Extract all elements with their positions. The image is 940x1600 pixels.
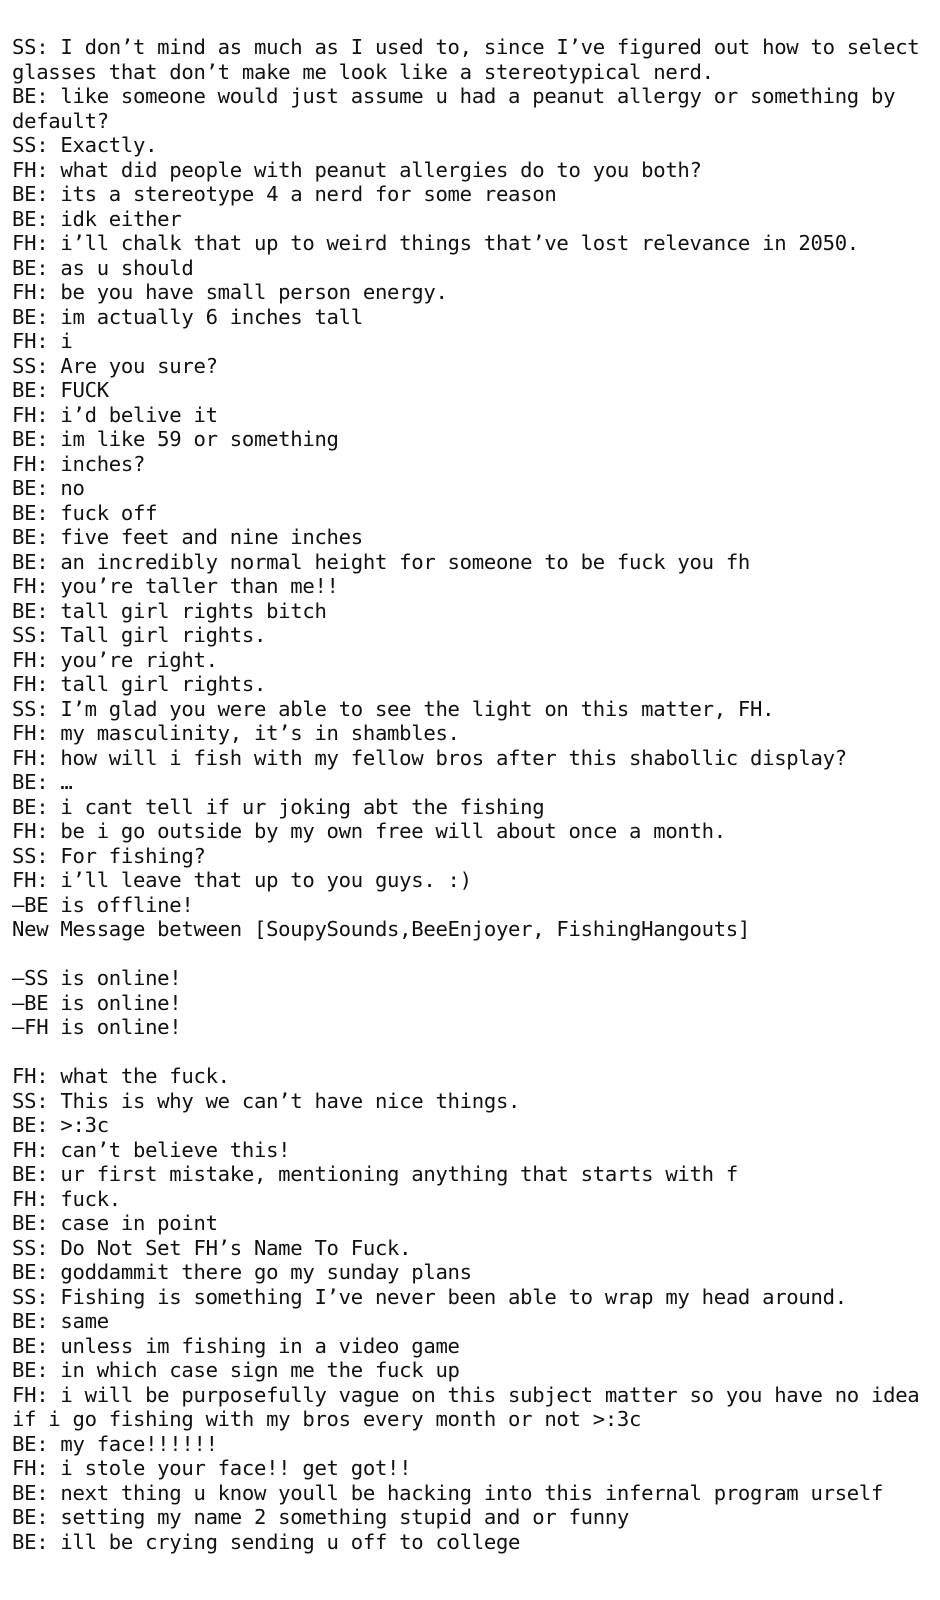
message-speaker: BE: [12, 476, 49, 500]
message-text: tall girl rights bitch [48, 598, 327, 623]
chat-message [12, 231, 932, 256]
message-speaker: BE: [12, 549, 49, 574]
chat-message [12, 329, 932, 354]
chat-message [12, 746, 932, 771]
chat-message [12, 305, 932, 330]
chat-message [12, 1113, 932, 1138]
message-text: >:3c [48, 1113, 109, 1137]
message-text: FUCK [48, 378, 109, 402]
message-speaker: BE: [12, 1529, 49, 1554]
message-text: my masculinity, it’s in shambles. [48, 721, 460, 745]
message-text: how will i fish with my fellow bros after this shabollic display? [48, 745, 847, 770]
chat-message [12, 1505, 932, 1530]
message-text: unless im fishing in a video game [48, 1333, 460, 1358]
chat-message [12, 354, 932, 379]
system-notice: —FH is online! [12, 1015, 182, 1039]
message-text: inches? [48, 451, 146, 476]
message-speaker: BE: [12, 1309, 49, 1333]
chat-message [12, 525, 932, 550]
chat-message [12, 1162, 932, 1187]
message-speaker: SS: [12, 133, 49, 157]
chat-message [12, 403, 932, 428]
message-speaker: BE: [12, 1480, 49, 1505]
message-text: what the fuck. [48, 1064, 230, 1088]
chat-message [12, 133, 932, 158]
chat-message [12, 1211, 932, 1236]
message-speaker: SS: [12, 353, 49, 378]
chat-message [12, 770, 932, 795]
message-speaker: BE: [12, 1333, 49, 1358]
chat-message [12, 648, 932, 673]
message-text: Exactly. [48, 133, 158, 157]
chat-message [12, 819, 932, 844]
chat-message [12, 1530, 932, 1555]
message-text: be you have small person energy. [48, 280, 448, 304]
chat-message [12, 501, 932, 526]
system-notice: —BE is online! [12, 990, 182, 1015]
message-text: i’ll chalk that up to weird things that’ve lost relevance in 2050. [48, 231, 859, 255]
message-text: five feet and nine inches [48, 525, 363, 549]
chat-transcript [12, 35, 932, 1554]
message-text: its a stereotype 4 a nerd for some reason [48, 182, 557, 206]
message-speaker: BE: [12, 84, 49, 108]
chat-message [12, 452, 932, 477]
message-speaker: SS: [12, 843, 49, 868]
message-text: be i go outside by my own free will about once a month. [48, 819, 726, 843]
message-speaker: SS: [12, 696, 49, 721]
message-text: I’m glad you were able to see the light on this matter, FH. [48, 696, 775, 721]
message-speaker: BE: [12, 1260, 49, 1284]
message-speaker: BE: [12, 255, 49, 280]
message-text: Tall girl rights. [48, 623, 267, 647]
message-speaker: FH: [12, 819, 49, 843]
message-text: like someone would just assume u had a peanut allergy or something by default? [12, 84, 908, 133]
message-speaker: BE: [12, 1113, 49, 1137]
message-speaker: FH: [12, 451, 49, 476]
message-text: ur first mistake, mentioning anything that starts with f [48, 1162, 738, 1186]
system-notice: —BE is offline! [12, 892, 194, 917]
system-notice: New Message between [SoupySounds,BeeEnjoyer, FishingHangouts] [12, 917, 751, 941]
chat-message [12, 623, 932, 648]
chat-message [12, 599, 932, 624]
chat-message [12, 427, 932, 452]
chat-message [12, 672, 932, 697]
message-speaker: BE: [12, 378, 49, 402]
message-speaker: BE: [12, 794, 49, 819]
message-speaker: BE: [12, 1431, 49, 1456]
message-speaker: BE: [12, 1162, 49, 1186]
chat-message [12, 1285, 932, 1310]
chat-message [12, 1064, 932, 1089]
message-speaker: FH: [12, 745, 49, 770]
chat-message [12, 158, 932, 183]
message-speaker: BE: [12, 206, 49, 231]
message-speaker: SS: [12, 623, 49, 647]
message-text: what did people with peanut allergies do to you both? [48, 157, 702, 182]
message-speaker: BE: [12, 770, 49, 794]
blank-line [12, 1040, 932, 1065]
message-text: an incredibly normal height for someone to be fuck you fh [48, 549, 751, 574]
message-text: in which case sign me the fuck up [48, 1358, 460, 1382]
chat-message [12, 1481, 932, 1506]
chat-message [12, 1236, 932, 1261]
chat-message [12, 1334, 932, 1359]
message-speaker: SS: [12, 35, 49, 59]
message-text: as u should [48, 255, 194, 280]
message-text: next thing u know youll be hacking into this infernal program urself [48, 1480, 884, 1505]
message-speaker: FH: [12, 1137, 49, 1162]
message-speaker: FH: [12, 231, 49, 255]
chat-message [12, 574, 932, 599]
message-speaker: BE: [12, 1358, 49, 1382]
message-text: idk either [48, 206, 182, 231]
message-speaker: FH: [12, 647, 49, 672]
system-notice: —SS is online! [12, 966, 182, 990]
message-speaker: SS: [12, 1088, 49, 1113]
message-text: you’re taller than me!! [48, 574, 339, 598]
message-text: no [48, 476, 85, 500]
chat-message [12, 182, 932, 207]
message-text: tall girl rights. [48, 672, 267, 696]
message-text: case in point [48, 1211, 218, 1235]
message-speaker: FH: [12, 868, 49, 892]
chat-message [12, 1309, 932, 1334]
chat-message [12, 697, 932, 722]
message-text: i cant tell if ur joking abt the fishing [48, 794, 545, 819]
message-text: ill be crying sending u off to college [48, 1529, 521, 1554]
message-text: my face!!!!!! [48, 1431, 218, 1456]
message-text: I don’t mind as much as I used to, since I’ve figured out how to select glasses that don’t make me look like a stereotypical nerd. [12, 35, 932, 84]
message-speaker: FH: [12, 1064, 49, 1088]
message-text: same [48, 1309, 109, 1333]
message-text: goddammit there go my sunday plans [48, 1260, 472, 1284]
chat-message [12, 1260, 932, 1285]
message-text: fuck off [48, 500, 158, 525]
message-text: im actually 6 inches tall [48, 304, 363, 329]
message-text: Fishing is something I’ve never been able to wrap my head around. [48, 1284, 847, 1309]
message-speaker: FH: [12, 1456, 49, 1480]
message-speaker: FH: [12, 721, 49, 745]
message-text: i stole your face!! get got!! [48, 1456, 412, 1480]
message-speaker: BE: [12, 304, 49, 329]
chat-message [12, 550, 932, 575]
message-speaker: SS: [12, 1235, 49, 1260]
chat-message [12, 378, 932, 403]
message-text: Are you sure? [48, 353, 218, 378]
message-speaker: BE: [12, 598, 49, 623]
chat-message [12, 1432, 932, 1457]
message-speaker: BE: [12, 525, 49, 549]
message-speaker: FH: [12, 1382, 49, 1407]
message-speaker: FH: [12, 157, 49, 182]
chat-message [12, 35, 932, 84]
message-text: im like 59 or something [48, 427, 339, 451]
message-speaker: BE: [12, 500, 49, 525]
message-speaker: FH: [12, 574, 49, 598]
chat-message [12, 476, 932, 501]
message-speaker: BE: [12, 427, 49, 451]
chat-message [12, 207, 932, 232]
message-text: fuck. [48, 1186, 121, 1211]
message-text: can’t believe this! [48, 1137, 291, 1162]
message-speaker: BE: [12, 182, 49, 206]
message-speaker: FH: [12, 402, 49, 427]
message-text: i will be purposefully vague on this subject matter so you have no idea if i go fishing with my bros every month or not >:3c [12, 1382, 932, 1431]
message-text: you’re right. [48, 647, 218, 672]
chat-message [12, 1089, 932, 1114]
message-speaker: FH: [12, 329, 49, 353]
message-text: i’ll leave that up to you guys. :) [48, 868, 472, 892]
message-text: setting my name 2 something stupid and or funny [48, 1505, 630, 1529]
blank-line [12, 942, 932, 967]
message-text: Do Not Set FH’s Name To Fuck. [48, 1235, 412, 1260]
message-text: For fishing? [48, 843, 206, 868]
message-speaker: FH: [12, 1186, 49, 1211]
message-text: … [48, 770, 73, 794]
chat-message [12, 1138, 932, 1163]
chat-message [12, 1383, 932, 1432]
chat-message [12, 721, 932, 746]
chat-message [12, 868, 932, 893]
chat-message [12, 1456, 932, 1481]
chat-message [12, 280, 932, 305]
message-speaker: FH: [12, 280, 49, 304]
chat-message [12, 1358, 932, 1383]
chat-message [12, 1187, 932, 1212]
chat-message [12, 844, 932, 869]
message-speaker: BE: [12, 1505, 49, 1529]
chat-message [12, 84, 932, 133]
message-text: i’d belive it [48, 402, 218, 427]
chat-message [12, 795, 932, 820]
message-speaker: SS: [12, 1284, 49, 1309]
message-speaker: BE: [12, 1211, 49, 1235]
message-text: i [48, 329, 73, 353]
message-speaker: FH: [12, 672, 49, 696]
message-text: This is why we can’t have nice things. [48, 1088, 521, 1113]
chat-message [12, 256, 932, 281]
